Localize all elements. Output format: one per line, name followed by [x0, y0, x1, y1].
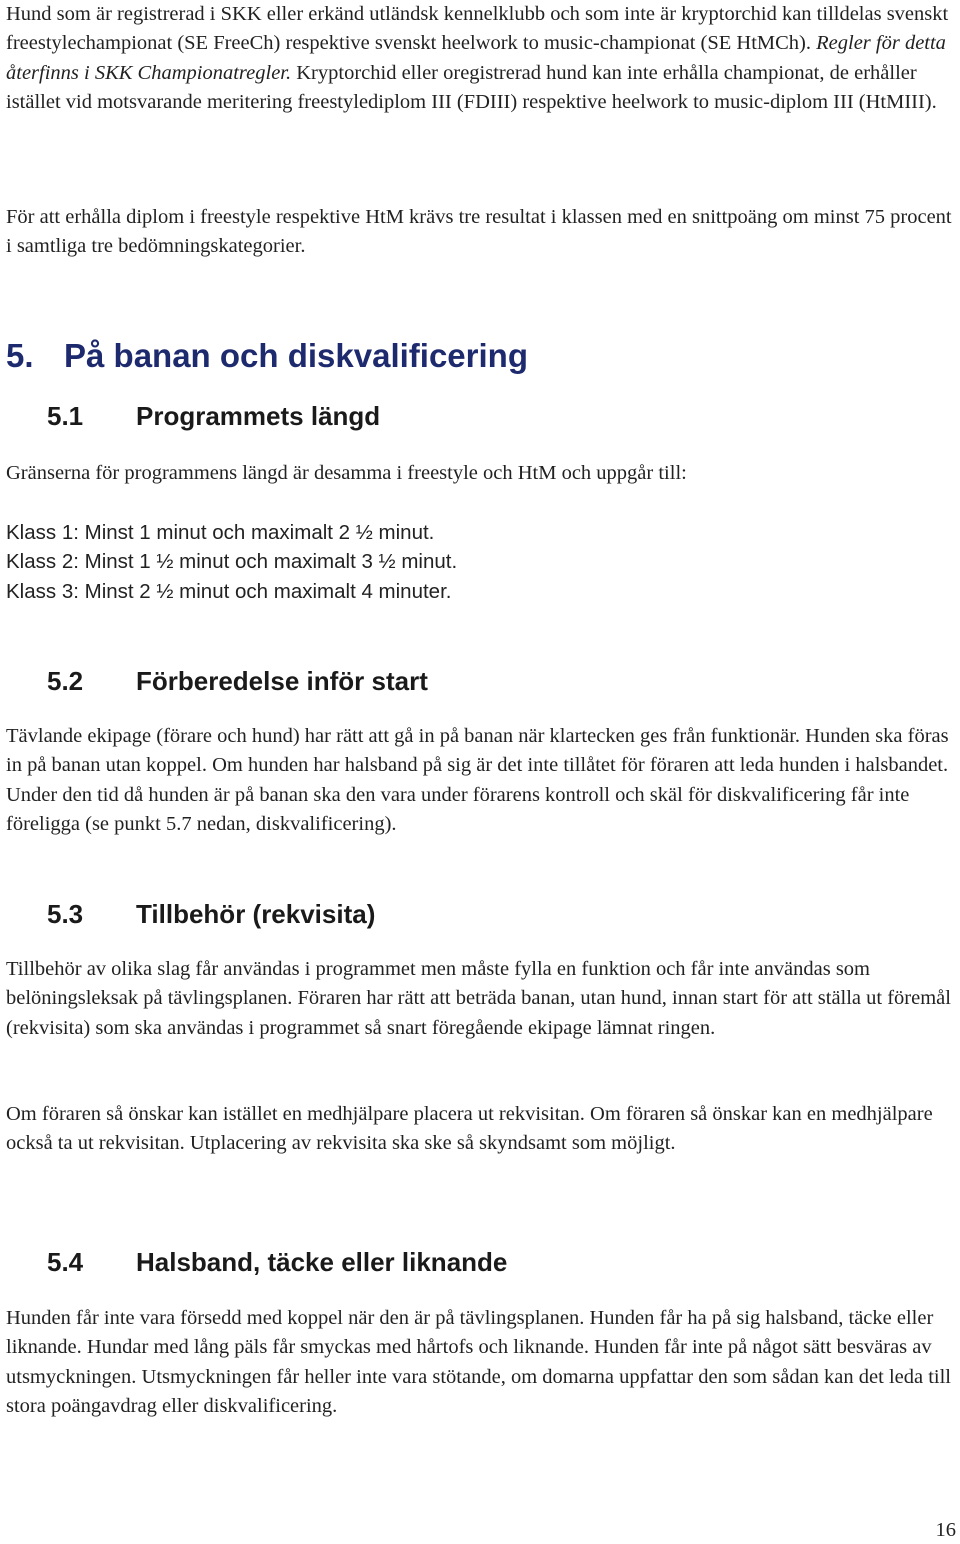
section-5-3-paragraph-1: Tillbehör av olika slag får användas i programmet men måste fylla en funktion och får inte användas som belöningsleksak på tävlingsplanen. Föraren har rätt att beträda banan, utan hund, innan start för att ställa ut föremål (rekvisita) som ska användas i programmet så snart föregående ekipage lämnat ringen. — [6, 958, 951, 1039]
subsection-number: 5.3 — [47, 899, 84, 929]
list-item: Klass 2: Minst 1 ½ minut och maximalt 3 ½ minut. — [6, 550, 458, 574]
subsection-number: 5.1 — [47, 401, 84, 431]
intro-text-a: Hund som är registrerad i SKK eller erkänd utländsk kennelklubb och som inte är kryptorchid kan tilldelas svenskt freestylechampionat (SE FreeCh) respektive svenskt heelwork to music-championat (SE HtMCh). — [6, 3, 949, 55]
subsection-title: Tillbehör (rekvisita) — [136, 899, 376, 929]
page-number: 16 — [935, 1519, 956, 1541]
section-5-4-heading — [47, 1244, 507, 1280]
subsection-number: 5.2 — [47, 666, 84, 696]
section-title: På banan och diskvalificering — [64, 337, 528, 374]
section-5-2-paragraph: Tävlande ekipage (förare och hund) har rätt att gå in på banan när klartecken ges från funktionär. Hunden ska föras in på banan utan koppel. Om hunden har halsband på sig är det inte tillåtet för föraren att leda hunden i halsbandet. Under den tid då hunden är på banan ska den vara under förarens kontroll och skäl för diskvalificering får inte föreligga (se punkt 5.7 nedan, diskvalificering). — [6, 725, 949, 836]
subsection-number: 5.4 — [47, 1247, 84, 1277]
section-number: 5. — [6, 337, 34, 374]
subsection-title: Förberedelse inför start — [136, 666, 428, 696]
section-5-3-heading — [47, 896, 375, 932]
class-length-list — [6, 518, 946, 606]
section-5-1-heading — [47, 398, 380, 434]
section-5-4-paragraph: Hunden får inte vara försedd med koppel när den är på tävlingsplanen. Hunden får ha på sig halsband, täcke eller liknande. Hundar med lång päls får smyckas med hårtofs och liknande. Hunden får inte på något sätt besväras av utsmyckningen. Utsmyckningen får heller inte vara stötande, om domarna uppfattar den som sådan kan det leda till stora poängavdrag eller diskvalificering. — [6, 1307, 952, 1418]
list-item: Klass 3: Minst 2 ½ minut och maximalt 4 minuter. — [6, 579, 452, 603]
section-5-2-heading — [47, 663, 428, 699]
intro-text-b: Kryptorchid eller oregistrerad hund kan inte erhålla championat, de erhåller istället vid motsvarande meritering freestylediplom III (FDIII) respektive heelwork to music-diplom III (HtMIII). — [6, 61, 937, 114]
section-5-3-paragraph-2: Om föraren så önskar kan istället en medhjälpare placera ut rekvisitan. Om föraren så önskar kan en medhjälpare också ta ut rekvisitan. Utplacering av rekvisita ska ske så skyndsamt som möjligt. — [6, 1103, 933, 1155]
intro-paragraph-championship — [6, 0, 958, 118]
list-item: Klass 1: Minst 1 minut och maximalt 2 ½ minut. — [6, 521, 435, 544]
subsection-title: Halsband, täcke eller liknande — [136, 1247, 508, 1277]
intro-text-italic: Regler för detta återfinns i SKK Championatregler. — [6, 32, 946, 84]
section-5-heading — [6, 334, 528, 378]
subsection-title: Programmets längd — [136, 401, 381, 431]
intro-paragraph-diploma: För att erhålla diplom i freestyle respektive HtM krävs tre resultat i klassen med en snittpoäng om minst 75 procent i samtliga tre bedömningskategorier. — [6, 206, 952, 258]
section-5-1-paragraph: Gränserna för programmens längd är desamma i freestyle och HtM och uppgår till: — [6, 462, 687, 484]
